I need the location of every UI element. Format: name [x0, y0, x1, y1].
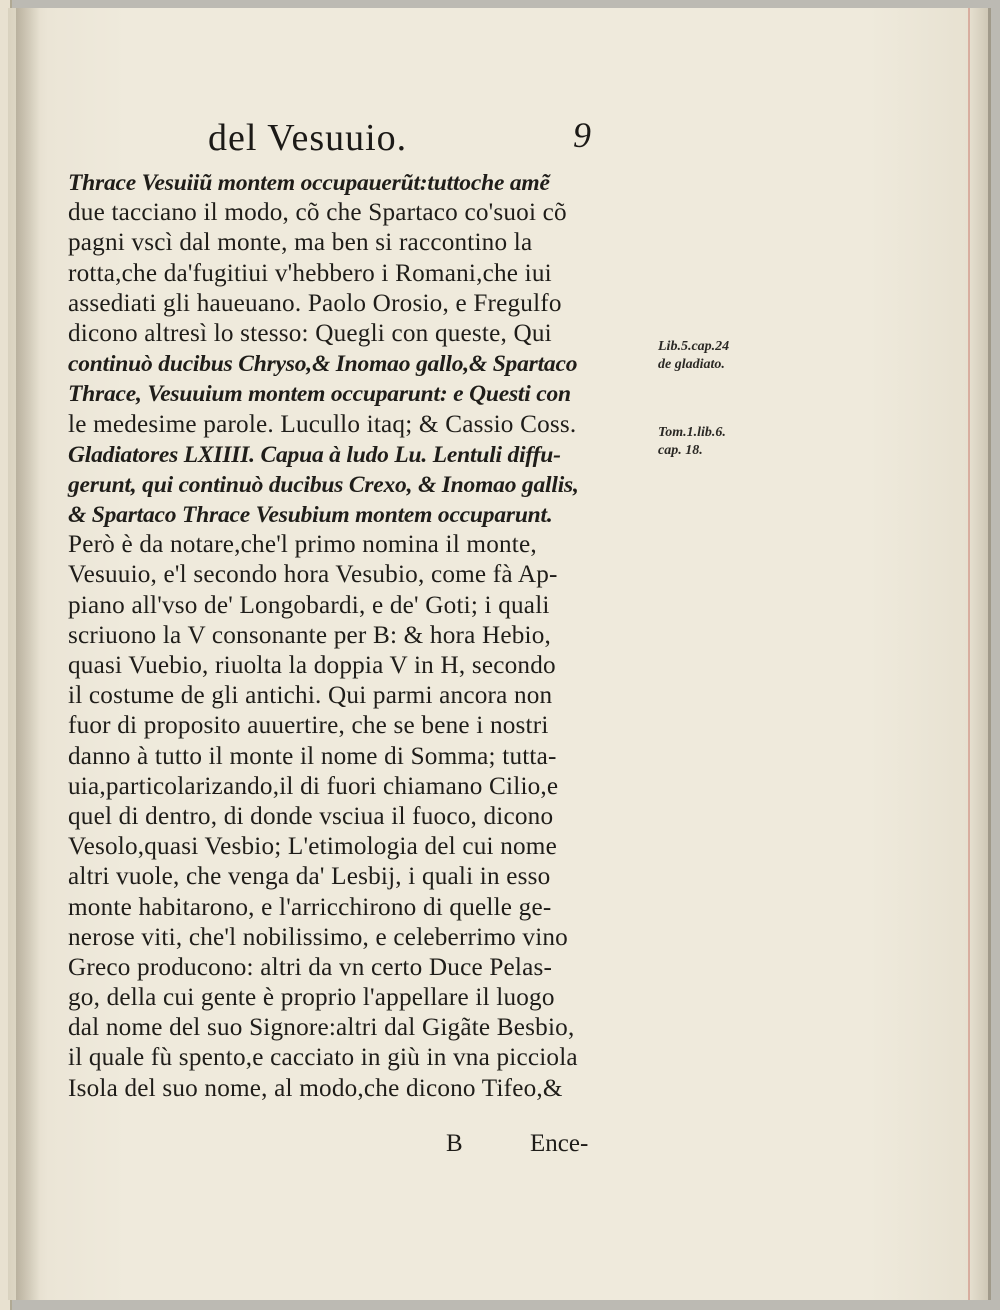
paper-sheet: [8, 8, 991, 1300]
page-number: 9: [573, 115, 591, 155]
main-text-block: [68, 168, 638, 1104]
catchword-line: [446, 1130, 646, 1164]
text-line: Isola del suo nome, al modo,che dicono Tifeo,&: [68, 1074, 563, 1102]
text-line: quel di dentro, di donde vsciua il fuoco, dicono: [68, 802, 554, 830]
text-line: piano all'vso de' Longobardi, e de' Goti; i quali: [68, 591, 550, 619]
text-line: Thrace Vesuiiũ montem occupauerũt:tuttoche amẽ: [68, 170, 550, 196]
text-line: il quale fù spento,e cacciato in giù in vna picciola: [68, 1044, 578, 1072]
marginal-notes: [658, 338, 788, 460]
text-line: rotta,che da'fugitiui v'hebbero i Romani,che iui: [68, 259, 552, 287]
text-line: dicono altresì lo stesso: Quegli con queste, Qui: [68, 319, 552, 347]
text-line: danno à tutto il monte il nome di Somma; tutta-: [68, 742, 557, 770]
text-line: go, della cui gente è proprio l'appellare il luogo: [68, 984, 555, 1012]
text-line: nerose viti, che'l nobilissimo, e celeberrimo vino: [68, 923, 568, 951]
running-title: del Vesuuio.: [208, 117, 408, 159]
red-edge-stain: [968, 8, 970, 1300]
text-line: due tacciano il modo, cõ che Spartaco co'suoi cõ: [68, 199, 567, 227]
text-line: Gladiatores LXIIII. Capua à ludo Lu. Lentuli diffu-: [68, 441, 561, 468]
text-line: pagni vscì dal monte, ma ben si raccontino la: [68, 229, 533, 257]
text-line: dal nome del suo Signore:altri dal Gigãte Besbio,: [68, 1014, 575, 1042]
text-line: il costume de gli antichi. Qui parmi ancora non: [68, 682, 553, 710]
text-line: scriuono la V consonante per B: & hora Hebio,: [68, 621, 552, 649]
text-line: altri vuole, che venga da' Lesbij, i quali in esso: [68, 863, 551, 891]
text-line: Greco producono: altri da vn certo Duce Pelas-: [68, 953, 553, 981]
text-line: quasi Vuebio, riuolta la doppia V in H, secondo: [68, 652, 556, 679]
binding-gutter-shadow: [16, 8, 40, 1300]
signature-mark: B: [446, 1130, 463, 1157]
text-line: le medesime parole. Lucullo itaq; & Cassio Coss.: [68, 410, 577, 438]
text-line: & Spartaco Thrace Vesubium montem occuparunt.: [68, 502, 553, 529]
margin-note: cap. 18.: [658, 443, 703, 458]
page-header: [208, 116, 628, 162]
catchword: Ence-: [530, 1130, 589, 1157]
text-line: Vesolo,quasi Vesbio; L'etimologia del cui nome: [68, 833, 557, 861]
text-line: monte habitarono, e l'arricchirono di quelle ge-: [68, 893, 552, 921]
margin-note: Tom.1.lib.6.: [658, 425, 726, 440]
text-line: continuò ducibus Chryso,& Inomao gallo,& Spartaco: [68, 351, 578, 378]
text-line: fuor di proposito auuertire, che se bene i nostri: [68, 712, 549, 740]
text-line: Thrace, Vesuuium montem occuparunt: e Questi con: [68, 381, 571, 408]
text-line: Però è da notare,che'l primo nomina il monte,: [68, 531, 537, 559]
text-line: Vesuuio, e'l secondo hora Vesubio, come fà Ap-: [68, 561, 558, 589]
margin-note: de gladiato.: [658, 357, 725, 372]
text-line: uia,particolarizando,il di fuori chiamano Cilio,e: [68, 772, 559, 800]
note-spacer: [658, 374, 788, 424]
text-line: gerunt, qui continuò ducibus Crexo, & Inomao gallis,: [68, 471, 579, 498]
text-line: assediati gli haueuano. Paolo Orosio, e Fregulfo: [68, 289, 562, 317]
margin-note: Lib.5.cap.24: [658, 339, 730, 354]
